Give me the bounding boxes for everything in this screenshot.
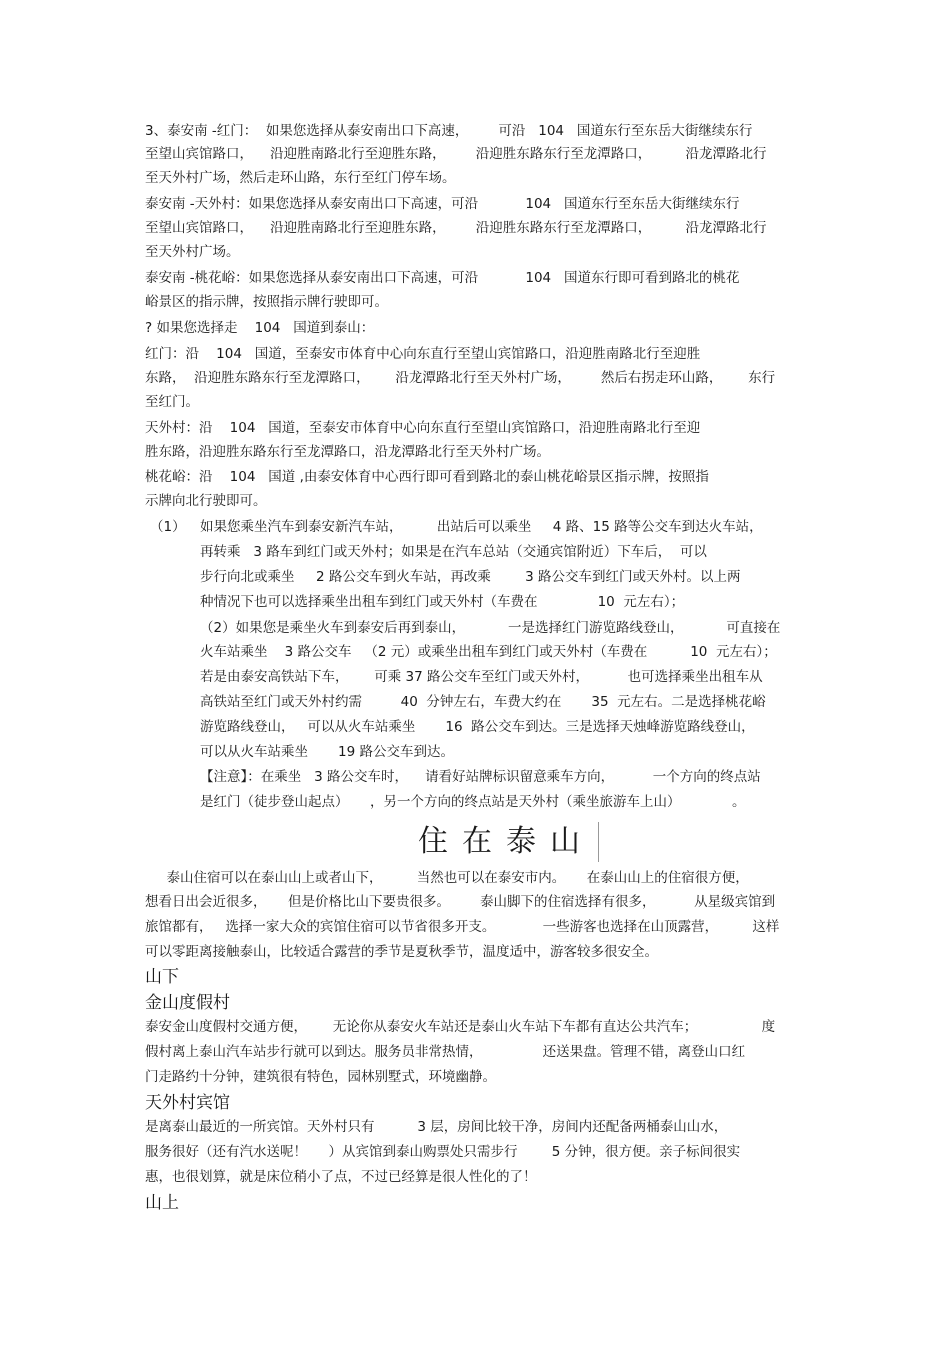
text-line: 是离泰山最近的一所宾馆。天外村只有 3 层，房间比较干净，房间内还配备两桶泰山山水， [145, 1119, 728, 1135]
text-line: 至望山宾馆路口， 沿迎胜南路北行至迎胜东路， 沿迎胜东路东行至龙潭路口， 沿龙潭路北行 [145, 220, 767, 236]
text-line: 桃花峪：沿 104 国道 ,由泰安体育中心西行即可看到路北的泰山桃花峪景区指示牌，按照指 [145, 469, 709, 485]
text-line: 至望山宾馆路口， 沿迎胜南路北行至迎胜东路， 沿迎胜东路东行至龙潭路口， 沿龙潭路北行 [145, 146, 767, 162]
text-line: 泰山住宿可以在泰山山上或者山下， 当然也可以在泰安市内。 在泰山山上的住宿很方便， [145, 870, 749, 886]
text-line: 【注意】：在乘坐 3 路公交车时， 请看好站牌标识留意乘车方向， 一个方向的终点站 [200, 769, 761, 785]
text-line: 峪景区的指示牌，按照指示牌行驶即可。 [145, 294, 388, 310]
text-line: 至红门。 [145, 394, 199, 410]
section-title: 住在泰山 [418, 822, 599, 862]
subheading-shanxia: 山下 [145, 967, 179, 987]
text-line: 种情况下也可以选择乘坐出租车到红门或天外村（车费在 10 元左右）； [200, 594, 685, 610]
text-line: 火车站乘坐 3 路公交车 （2 元）或乘坐出租车到红门或天外村（车费在 10 元左右）； [200, 644, 777, 660]
text-line: 惠，也很划算，就是床位稍小了点，不过已经算是很人性化的了！ [145, 1169, 537, 1185]
text-line: 红门：沿 104 国道，至泰安市体育中心向东直行至望山宾馆路口，沿迎胜南路北行至迎胜 [145, 346, 701, 362]
text-line: 示牌向北行驶即可。 [145, 493, 267, 509]
text-line: 游览路线登山， 可以从火车站乘坐 16 路公交车到达。三是选择天烛峰游览路线登山， [200, 719, 755, 735]
text-line: 3、泰安南 -红门： 如果您选择从泰安南出口下高速， 可沿 104 国道东行至东岳大街继续东行 [145, 123, 753, 139]
text-line: 再转乘 3 路车到红门或天外村；如果是在汽车总站（交通宾馆附近）下车后， 可以 [200, 544, 707, 560]
text-line: 步行向北或乘坐 2 路公交车到火车站，再改乘 3 路公交车到红门或天外村。以上两 [200, 569, 741, 585]
text-line: 可以零距离接触泰山，比较适合露营的季节是夏秋季节，温度适中，游客较多很安全。 [145, 944, 658, 960]
text-line: ? 如果您选择走 104 国道到泰山： [145, 320, 375, 336]
text-line: 服务很好（还有汽水送呢！ ）从宾馆到泰山购票处只需步行 5 分钟，很方便。亲子标间很实 [145, 1144, 741, 1160]
text-line: 如果您乘坐汽车到泰安新汽车站， 出站后可以乘坐 4 路、15 路等公交车到达火车站， [200, 519, 763, 535]
text-line: 若是由泰安高铁站下车， 可乘 37 路公交车至红门或天外村， 也可选择乘坐出租车从 [200, 669, 763, 685]
text-line: 想看日出会近很多， 但是价格比山下要贵很多。 泰山脚下的住宿选择有很多， 从星级宾馆到 [145, 894, 776, 910]
text-line: （2）如果您是乘坐火车到泰安后再到泰山， 一是选择红门游览路线登山， 可直接在 [200, 620, 781, 636]
text-line: 泰安南 -桃花峪：如果您选择从泰安南出口下高速，可沿 104 国道东行即可看到路北的桃花 [145, 270, 740, 286]
subheading-tianwaicun: 天外村宾馆 [145, 1093, 230, 1113]
text-line: 旅馆都有， 选择一家大众的宾馆住宿可以节省很多开支。 一些游客也选择在山顶露营， 这样 [145, 919, 780, 935]
text-line: 泰安金山度假村交通方便， 无论你从泰安火车站还是泰山火车站下车都有直达公共汽车； 度 [145, 1019, 776, 1035]
text-line: 泰安南 -天外村：如果您选择从泰安南出口下高速，可沿 104 国道东行至东岳大街继续东行 [145, 196, 740, 212]
subheading-jinshan: 金山度假村 [145, 993, 230, 1013]
text-line: 至天外村广场。 [145, 244, 240, 260]
text-line: 胜东路，沿迎胜东路东行至龙潭路口，沿龙潭路北行至天外村广场。 [145, 444, 550, 460]
text-line: 东路， 沿迎胜东路东行至龙潭路口， 沿龙潭路北行至天外村广场， 然后右拐走环山路， 东行 [145, 370, 776, 386]
text-line: 可以从火车站乘坐 19 路公交车到达。 [200, 744, 455, 760]
text-line: 高铁站至红门或天外村约需 40 分钟左右，车费大约在 35 元左右。二是选择桃花峪 [200, 694, 766, 710]
text-line: 是红门（徒步登山起点） ，另一个方向的终点站是天外村（乘坐旅游车上山） 。 [200, 794, 746, 810]
list-number: （1） [150, 519, 186, 535]
text-line: 假村离上泰山汽车站步行就可以到达。服务员非常热情， 还送果盘。管理不错，离登山口红 [145, 1044, 746, 1060]
subheading-shanshang: 山上 [145, 1193, 179, 1213]
text-line: 至天外村广场，然后走环山路，东行至红门停车场。 [145, 170, 456, 186]
text-line: 门走路约十分钟，建筑很有特色，园林别墅式，环境幽静。 [145, 1069, 496, 1085]
text-line: 天外村：沿 104 国道，至泰安市体育中心向东直行至望山宾馆路口，沿迎胜南路北行至迎 [145, 420, 701, 436]
